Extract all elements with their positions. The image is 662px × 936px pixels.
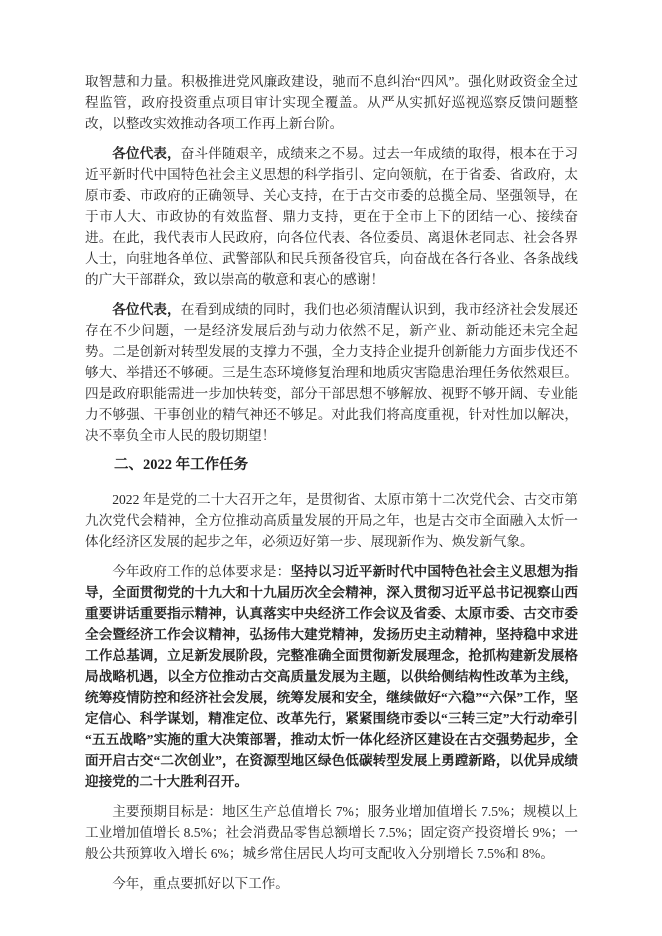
salutation-delegates: 各位代表， (112, 146, 181, 161)
paragraph-gratitude (85, 143, 578, 290)
paragraph-gratitude-text: 奋斗伴随艰辛，成绩来之不易。过去一年成绩的取得，根本在于习近平新时代中国特色社会主义思想的科学指引、定向领航，在于省委、省政府，太原市委、市政府的正确领导、关心支持，在于古交市委的总揽全局、坚强领导，在于市人大、市政协的有效监督、鼎力支持，更在于全市上下的团结一心、接续奋进。在此，我代表市人民政府，向各位代表、各位委员、离退休老同志、社会各界人士，向驻地各单位、武警部队和民兵预备役官兵，向奋战在各行各业、各条战线的广大干部群众，致以崇高的敬意和衷心的感谢！ (85, 146, 579, 287)
overall-requirements-lead: 今年政府工作的总体要求是： (112, 564, 291, 579)
paragraph-expected-targets: 主要预期目标是：地区生产总值增长 7%；服务业增加值增长 7.5%；规模以上工业增加值增长 8.5%；社会消费品零售总额增长 7.5%；固定资产投资增长 9%；一般公共预算收入增长 6%；城乡常住居民人均可支配收入分别增长 7.5%和 8%。 (85, 804, 578, 861)
paragraph-discipline-continuation: 取智慧和力量。积极推进党风廉政建设，驰而不息纠治“四风”。强化财政资金全过程监管，政府投资重点项目审计实现全覆盖。从严从实抓好巡视巡察反馈问题整改，以整改实效推动各项工作再上新台阶。 (85, 74, 578, 131)
section-heading-2022-tasks: 二、2022 年工作任务 (114, 457, 249, 473)
paragraph-overall-requirements (85, 561, 578, 792)
paragraph-problems (85, 299, 578, 446)
salutation-delegates: 各位代表， (112, 302, 181, 317)
paragraph-2022-intro: 2022 年是党的二十大召开之年，是贯彻省、太原市第十二次党代会、古交市第九次党代会精神，全方位推动高质量发展的开局之年，也是古交市全面融入太忻一体化经济区发展的起步之年，必须迈好第一步、展现新作为、焕发新气象。 (85, 492, 578, 549)
paragraph-key-work-intro: 今年，重点要抓好以下工作。 (112, 876, 289, 891)
paragraph-problems-text: 在看到成绩的同时，我们也必须清醒认识到，我市经济社会发展还存在不少问题，一是经济发展后劲与动力依然不足，新产业、新动能还未完全起势。二是创新对转型发展的支撑力不强，全力支持企业提升创新能力方面步伐还不够大、举措还不够硬。三是生态环境修复治理和地质灾害隐患治理任务依然艰巨。四是政府职能需进一步加快转变，部分干部思想不够解放、视野不够开阔、专业能力不够强、干事创业的精气神还不够足。对此我们将高度重视，针对性加以解决，决不辜负全市人民的殷切期望！ (85, 302, 579, 443)
overall-requirements-bold-text: 坚持以习近平新时代中国特色社会主义思想为指导，全面贯彻党的十九大和十九届历次全会精神，深入贯彻习近平总书记视察山西重要讲话重要指示精神，认真落实中央经济工作会议及省委、太原市委、古交市委全会暨经济工作会议精神，弘扬伟大建党精神，发扬历史主动精神，坚持稳中求进工作总基调，立足新发展阶段，完整准确全面贯彻新发展理念，抢抓构建新发展格局战略机遇，以全方位推动古交高质量发展为主题，以供给侧结构性改革为主线，统筹疫情防控和经济社会发展，统筹发展和安全，继续做好“六稳”“六保”工作，坚定信心、科学谋划，精准定位、改革先行，紧紧围绕市委以“三转三定”大行动牵引“五五战略”实施的重大决策部署，推动太忻一体化经济区建设在古交强势起步，全面开启古交“二次创业”，在资源型地区绿色低碳转型发展上勇蹚新路，以优异成绩迎接党的二十大胜利召开。 (85, 564, 579, 789)
